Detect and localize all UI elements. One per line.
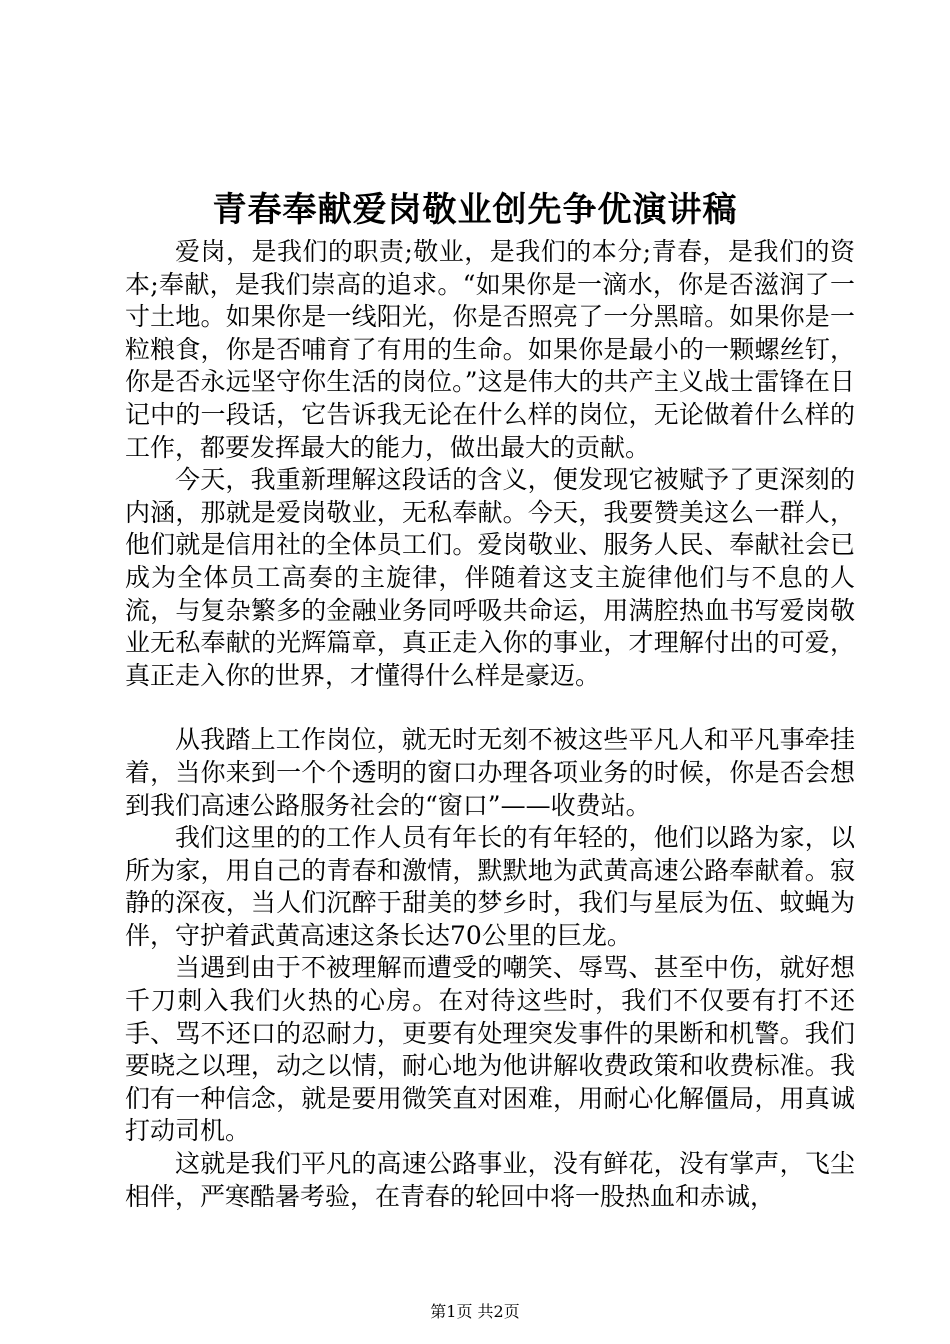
paragraph-1: 爱岗，是我们的职责;敬业，是我们的本分;青春，是我们的资本;奉献，是我们崇高的追求。“如果你是一滴水，你是否滋润了一寸土地。如果你是一线阳光，你是否照亮了一分黑暗。如果你是一粒粮食，你是否哺育了有用的生命。如果你是最小的一颗螺丝钉，你是否永远坚守你生活的岗位。”这是伟大的共产主义战士雷锋在日记中的一段话，它告诉我无论在什么样的岗位，无论做着什么样的工作，都要发挥最大的能力，做出最大的贡献。 [125,237,855,462]
paragraph-5: 当遇到由于不被理解而遭受的嘲笑、辱骂、甚至中伤，就好想千刀刺入我们火热的心房。在对待这些时，我们不仅要有打不还手、骂不还口的忍耐力，更要有处理突发事件的果断和机警。我们要晓之以理，动之以情，耐心地为他讲解收费政策和收费标准。我们有一种信念，就是要用微笑直对困难，用耐心化解僵局，用真诚打动司机。 [125,953,855,1146]
document-title: 青春奉献爱岗敬业创先争优演讲稿 [212,190,738,230]
document-body [125,236,855,1213]
paragraph-6: 这就是我们平凡的高速公路事业，没有鲜花，没有掌声，飞尘相伴，严寒酷暑考验，在青春的轮回中将一股热血和赤诚， [125,1149,855,1211]
paragraph-2: 今天，我重新理解这段话的含义，便发现它被赋予了更深刻的内涵，那就是爱岗敬业，无私奉献。今天，我要赞美这么一群人，他们就是信用社的全体员工们。爱岗敬业、服务人民、奉献社会已成为全体员工高奏的主旋律，伴随着这支主旋律他们与不息的人流，与复杂繁多的金融业务同呼吸共命运，用满腔热血书写爱岗敬业无私奉献的光辉篇章，真正走入你的事业，才理解付出的可爱，真正走入你的世界，才懂得什么样是豪迈。 [125,465,855,690]
paragraph-3: 从我踏上工作岗位，就无时无刻不被这些平凡人和平凡事牵挂着，当你来到一个个透明的窗口办理各项业务的时候，你是否会想到我们高速公路服务社会的“窗口”——收费站。 [125,725,855,820]
page-footer: 第1页 共2页 [430,1302,520,1321]
paragraph-4: 我们这里的的工作人员有年长的有年轻的，他们以路为家，以所为家，用自己的青春和激情，默默地为武黄高速公路奉献着。寂静的深夜，当人们沉醉于甜美的梦乡时，我们与星辰为伍、蚊蝇为伴，守护着武黄高速这条长达70公里的巨龙。 [125,823,855,950]
